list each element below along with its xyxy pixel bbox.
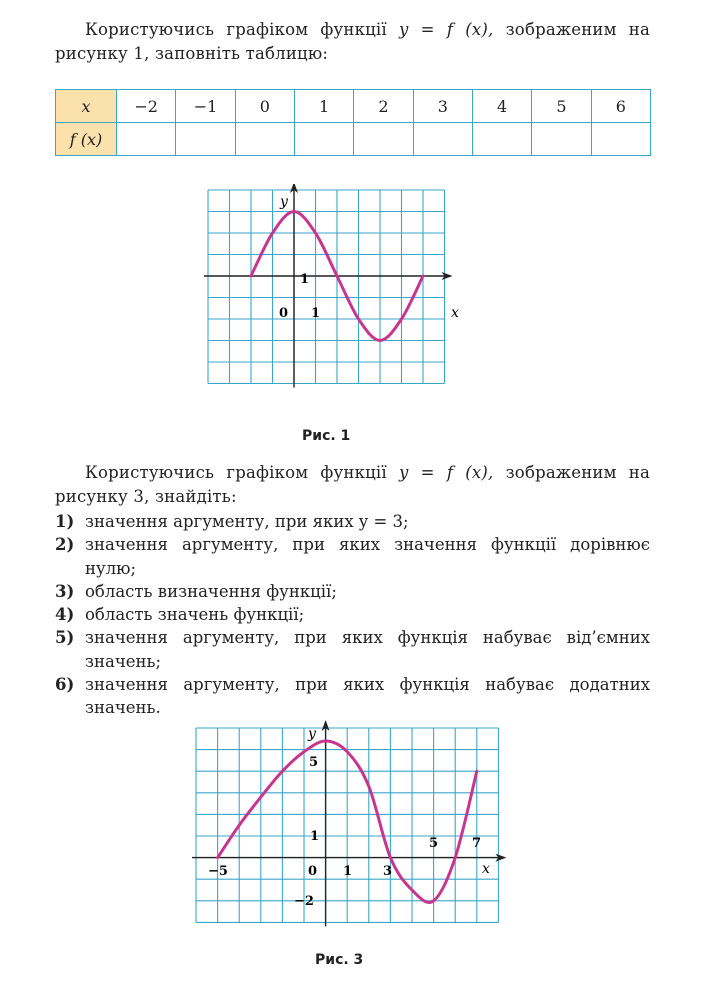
item-number: 6) — [55, 675, 75, 695]
item-text: область значень функції; — [85, 605, 305, 625]
table-cell-x: −2 — [117, 90, 176, 123]
item-text: значення аргументу, при яких y = 3; — [85, 512, 409, 531]
list-item — [55, 580, 650, 603]
list-item — [55, 603, 650, 626]
task1-text — [55, 18, 650, 66]
list-item — [55, 626, 650, 673]
list-item — [55, 673, 650, 720]
table-cell-empty — [591, 123, 650, 156]
table-cell-empty — [532, 123, 591, 156]
figure-3-tick-label: −2 — [294, 894, 314, 909]
item-text: значення аргументу, при яких значення функції дорівнює нулю; — [85, 535, 650, 578]
table-cell-empty — [413, 123, 472, 156]
task2-formula: y = f (x), — [399, 463, 494, 482]
task1-intro-a: Користуючись графіком функції — [85, 20, 387, 39]
table-cell-x: 2 — [354, 90, 413, 123]
figure-1-unit-x: 1 — [311, 306, 321, 321]
item-text: значення аргументу, при яких функція набуває від’ємних значень; — [85, 628, 650, 671]
table-cell-x: 5 — [532, 90, 591, 123]
task2-intro-a: Користуючись графіком функції — [85, 463, 387, 482]
task1-intro-b: зображеним на рисунку 1, заповніть таблицю: — [55, 20, 651, 63]
table-cell-empty — [235, 123, 294, 156]
figure-3-tick-label: 7 — [472, 836, 482, 851]
figure-1-y-label: y — [280, 194, 288, 210]
figure-3-tick-label: 5 — [309, 755, 319, 770]
item-number: 3) — [55, 581, 75, 601]
table-row-fx — [56, 123, 651, 156]
item-number: 5) — [55, 628, 75, 648]
table-cell-x: 4 — [472, 90, 531, 123]
table-cell-x: 0 — [235, 90, 294, 123]
figure-1-caption: Рис. 1 — [302, 428, 351, 444]
figure-3-tick-label: 5 — [429, 836, 439, 851]
table-cell-x: 3 — [413, 90, 472, 123]
figure-1-x-label: x — [451, 305, 459, 321]
figure-3-tick-label: 1 — [343, 864, 353, 879]
figure-1-unit-y: 1 — [300, 272, 310, 287]
task1-formula: y = f (x), — [399, 20, 494, 39]
table-cell-empty — [294, 123, 353, 156]
table-cell-x: 6 — [591, 90, 650, 123]
table-cell-empty — [117, 123, 176, 156]
value-table — [55, 89, 651, 156]
figure-3-graph — [190, 720, 510, 930]
item-text: область визначення функції; — [85, 581, 337, 601]
figure-3-tick-label: 3 — [383, 864, 393, 879]
figure-1-origin-label: 0 — [279, 306, 289, 321]
figure-3-tick-label: 1 — [310, 829, 320, 844]
figure-1-grid — [208, 190, 445, 384]
figure-3-tick-label: −5 — [208, 864, 228, 879]
list-item — [55, 533, 650, 580]
figure-3-caption: Рис. 3 — [315, 952, 364, 968]
table-cell-empty — [176, 123, 235, 156]
figure-3-tick-label: 0 — [308, 864, 318, 879]
table-cell-x: −1 — [176, 90, 235, 123]
figure-1-axes — [204, 184, 453, 388]
task2-list — [55, 510, 650, 720]
item-number: 4) — [55, 605, 75, 625]
item-number: 1) — [55, 512, 75, 531]
figure-1-graph — [200, 184, 480, 416]
table-head-fx: f (x) — [56, 123, 117, 156]
task2-intro-b: зображеним на рисунку 3, знайдіть: — [55, 463, 651, 506]
table-head-x: x — [56, 90, 117, 123]
table-row-x — [56, 90, 651, 123]
table-cell-empty — [354, 123, 413, 156]
figure-3-y-label: y — [308, 726, 316, 742]
table-cell-empty — [472, 123, 531, 156]
item-number: 2) — [55, 535, 75, 555]
figure-3-grid — [196, 728, 498, 922]
list-item — [55, 510, 650, 533]
table-cell-x: 1 — [294, 90, 353, 123]
task2-text — [55, 461, 650, 509]
figure-3-x-label: x — [482, 861, 490, 877]
item-text: значення аргументу, при яких функція набуває додатних значень. — [85, 675, 650, 718]
